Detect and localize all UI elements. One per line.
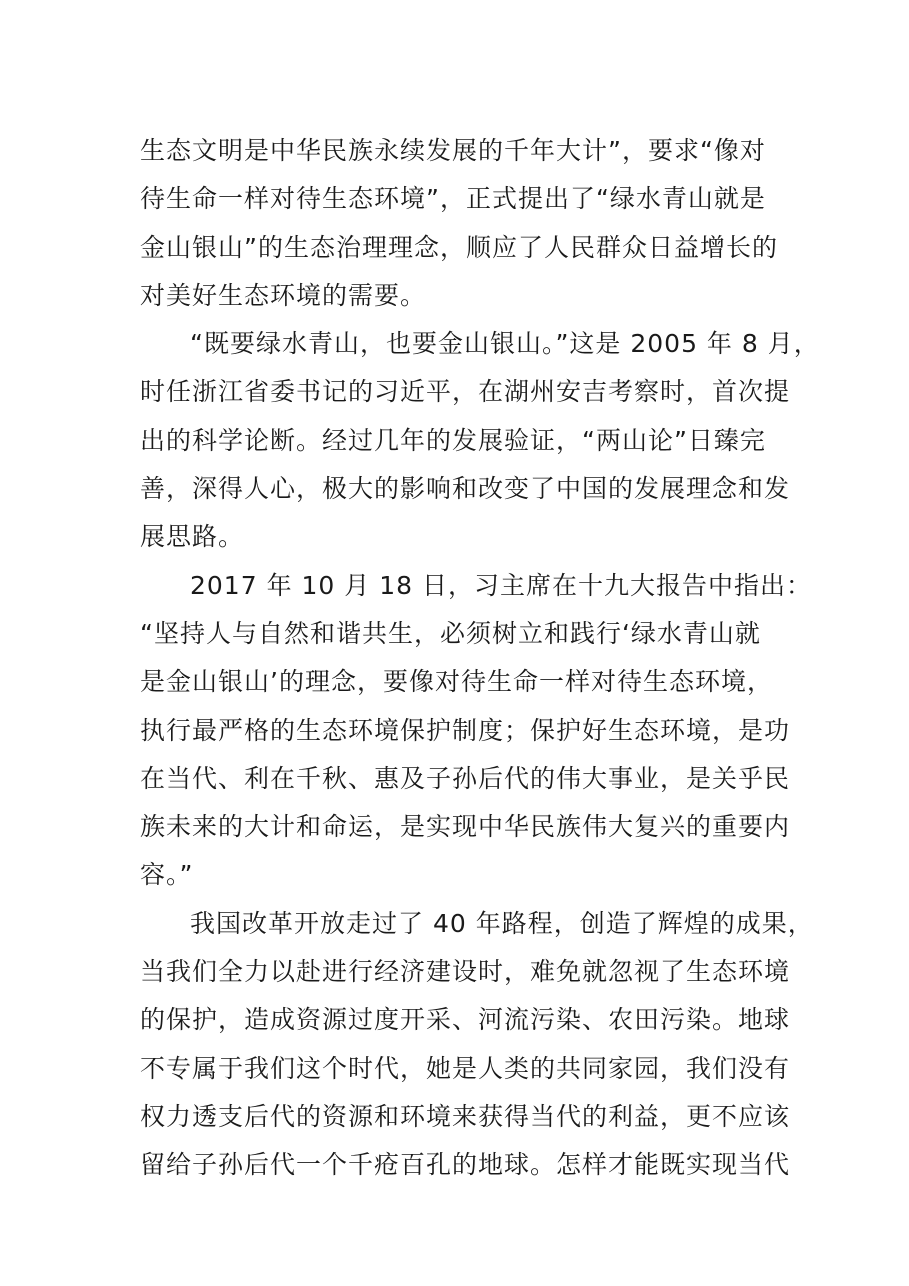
text-line: 在当代、利在千秋、惠及子孙后代的伟大事业，是关乎民 — [140, 763, 791, 793]
text-line: 容。” — [140, 860, 194, 890]
text-line: 对美好生态环境的需要。 — [140, 280, 427, 310]
text-line: 不专属于我们这个时代，她是人类的共同家园，我们没有 — [140, 1053, 791, 1083]
text-line: 生态文明是中华民族永续发展的千年大计”，要求“像对 — [140, 136, 766, 165]
text-line: 族未来的大计和命运，是实现中华民族伟大复兴的重要内 — [140, 812, 791, 842]
text-line: 执行最严格的生态环境保护制度；保护好生态环境，是功 — [140, 715, 791, 745]
text-line: 2017 年 10 月 18 日，习主席在十九大报告中指出： — [190, 570, 812, 600]
text-line: 是金山银山’的理念，要像对待生命一样对待生态环境， — [140, 667, 773, 697]
text-line: 善，深得人心，极大的影响和改变了中国的发展理念和发 — [140, 474, 791, 504]
text-line: 待生命一样对待生态环境”，正式提出了“绿水青山就是 — [140, 184, 766, 214]
text-line: 当我们全力以赴进行经济建设时，难免就忽视了生态环境 — [140, 957, 791, 987]
text-line: 的保护，造成资源过度开采、河流污染、农田污染。地球 — [140, 1005, 791, 1035]
text-line: “坚持人与自然和谐共生，必须树立和践行‘绿水青山就 — [140, 618, 761, 648]
text-line: 展思路。 — [140, 522, 245, 552]
text-line: 出的科学论断。经过几年的发展验证，“两山论”日臻完 — [140, 425, 766, 455]
text-line: 金山银山”的生态治理理念，顺应了人民群众日益增长的 — [140, 232, 778, 262]
text-line: 留给子孙后代一个千疮百孔的地球。怎样才能既实现当代 — [140, 1150, 791, 1180]
document-body — [140, 127, 820, 1190]
text-line: “既要绿水青山，也要金山银山。”这是 2005 年 8 月， — [190, 329, 820, 359]
text-line: 时任浙江省委书记的习近平，在湖州安吉考察时，首次提 — [140, 377, 791, 407]
text-line: 我国改革开放走过了 40 年路程，创造了辉煌的成果， — [190, 908, 814, 938]
text-line: 权力透支后代的资源和环境来获得当代的利益，更不应该 — [140, 1101, 791, 1131]
